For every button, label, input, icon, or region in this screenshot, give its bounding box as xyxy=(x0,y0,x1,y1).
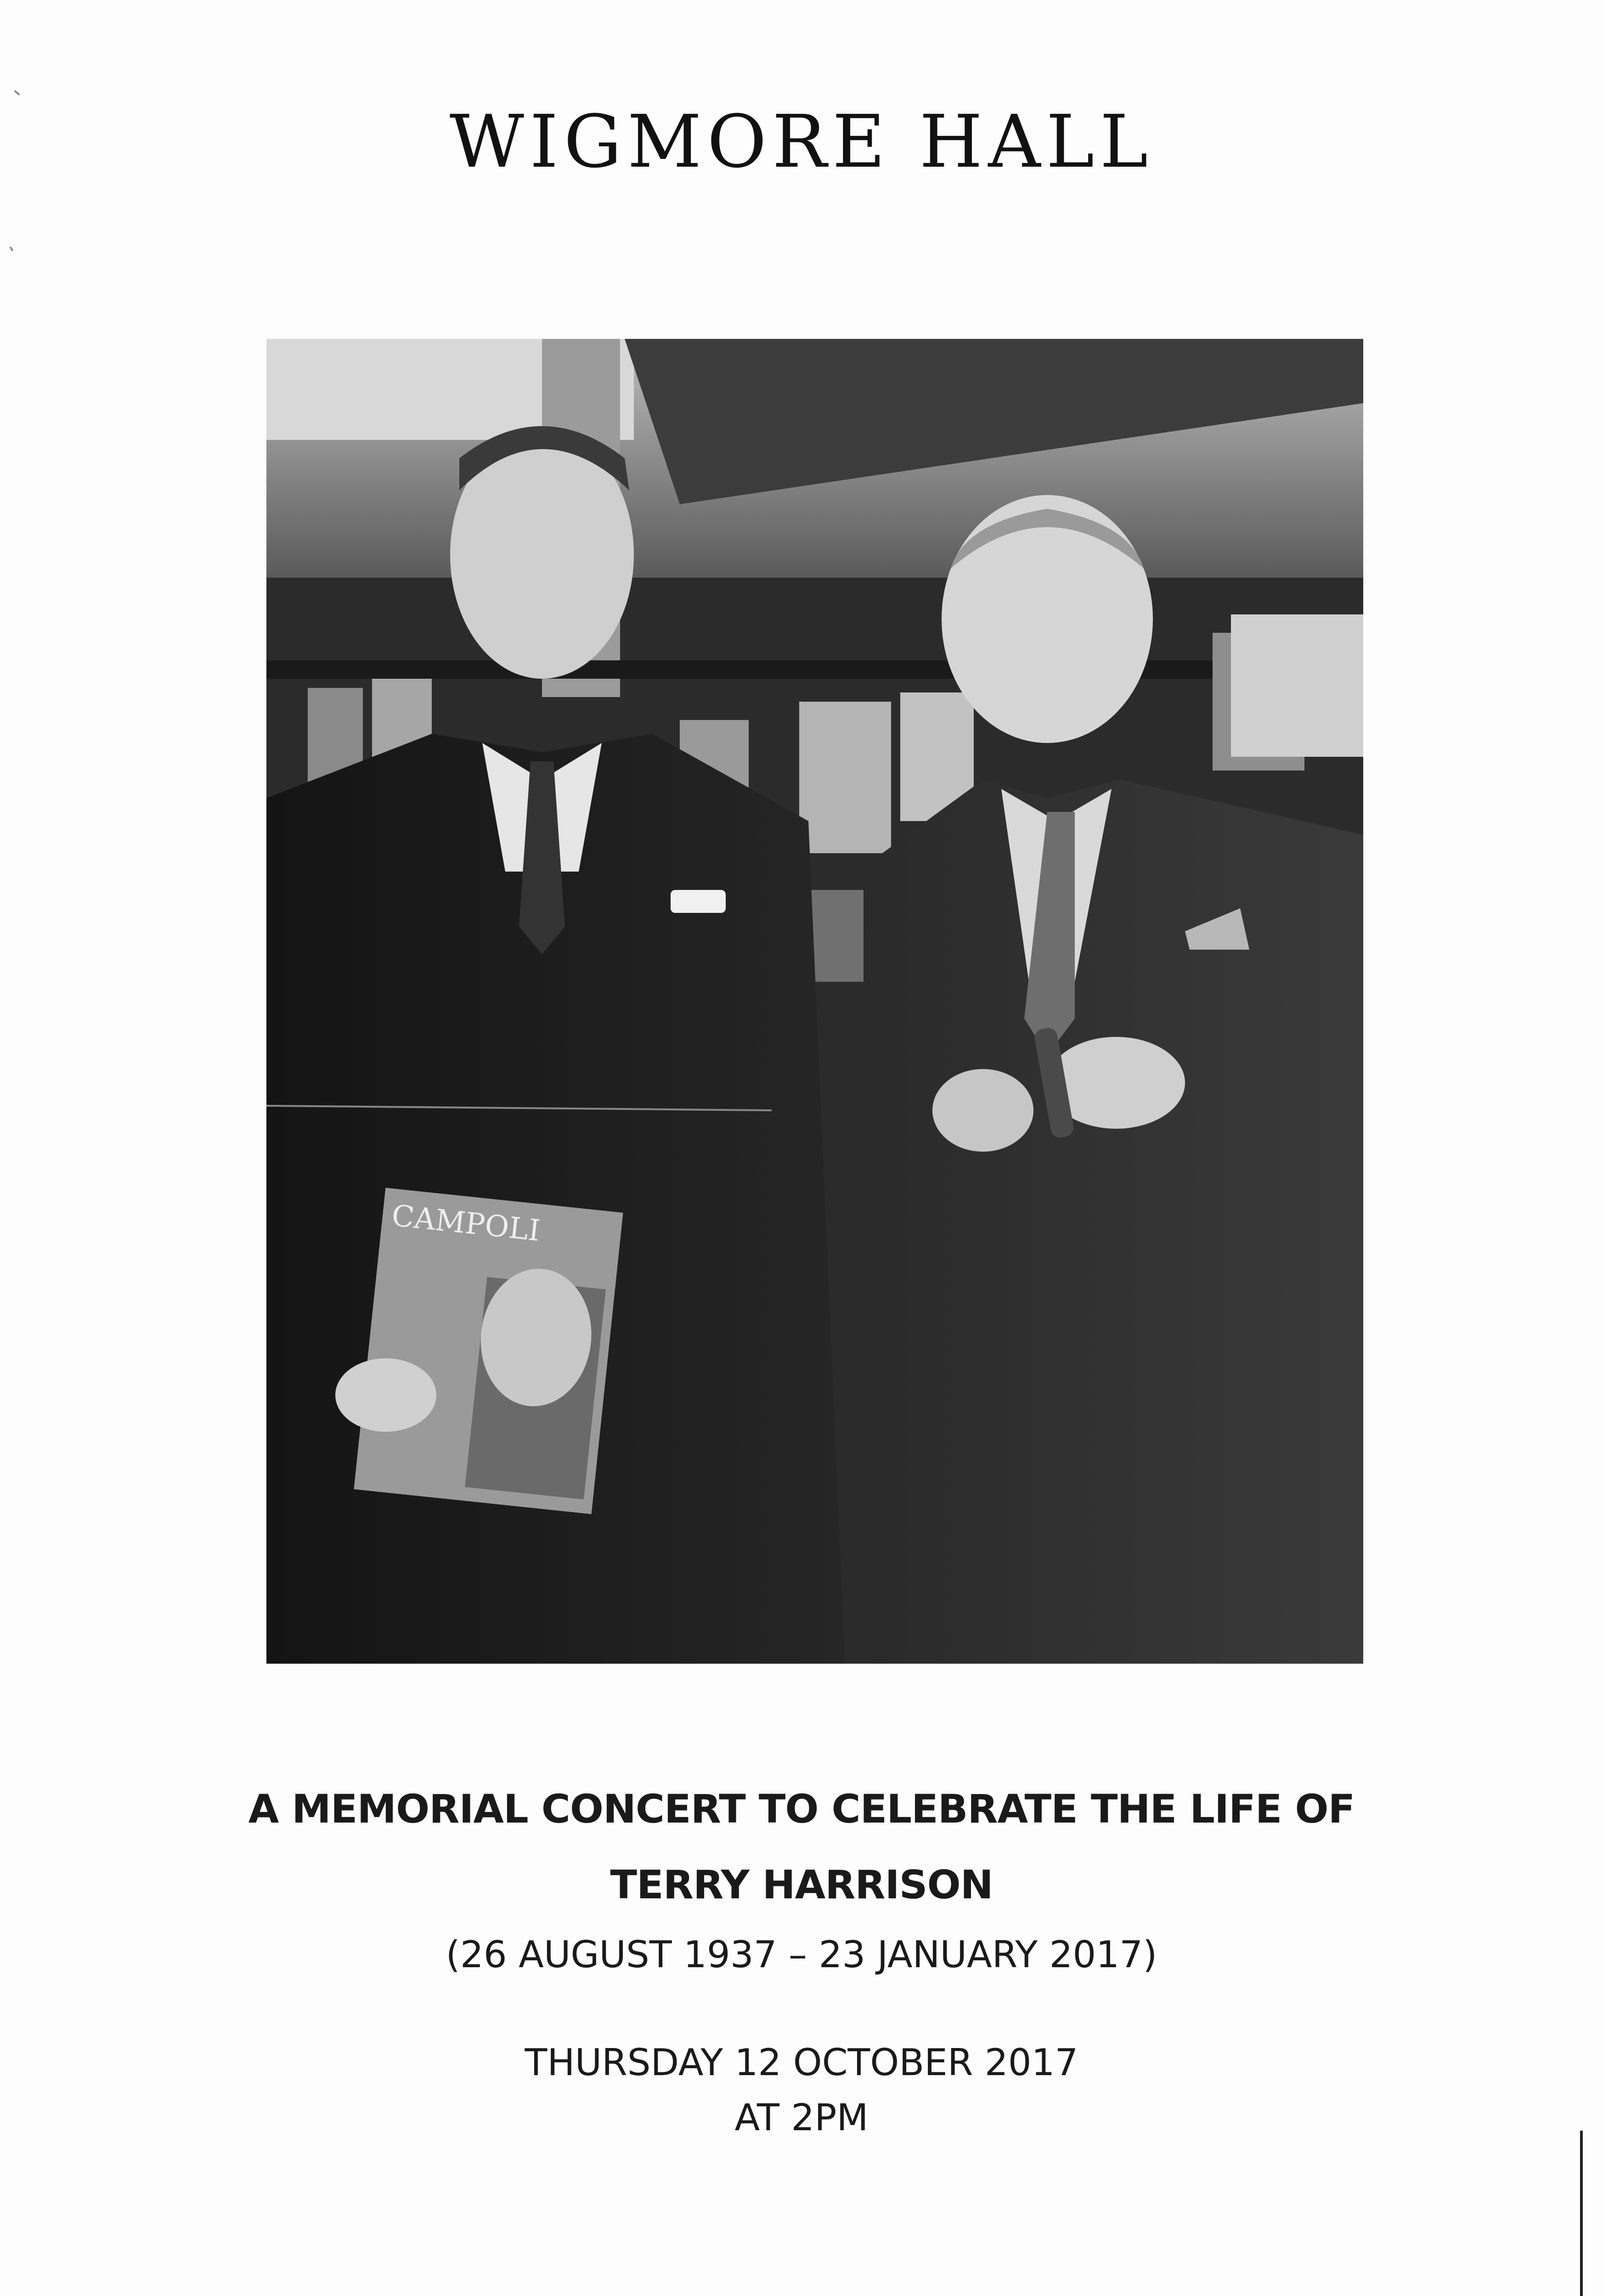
left-man-pocket-square xyxy=(671,890,726,913)
shelf-edge xyxy=(266,660,1363,679)
event-date: THURSDAY 12 OCTOBER 2017 xyxy=(525,2041,1078,2084)
left-man-hand xyxy=(335,1358,436,1432)
scan-speck-2 xyxy=(10,247,13,252)
record-display-4 xyxy=(799,702,891,853)
record-sleeve xyxy=(354,1188,623,1514)
photo-illustration xyxy=(266,339,1363,1664)
honoree-lifespan: (26 AUGUST 1937 – 23 JANUARY 2017) xyxy=(446,1933,1157,1976)
event-title: A MEMORIAL CONCERT TO CELEBRATE THE LIFE OF xyxy=(248,1786,1355,1832)
honoree-name: TERRY HARRISON xyxy=(610,1862,993,1908)
scan-edge-mark xyxy=(1580,2131,1583,2296)
scan-speck-1 xyxy=(14,90,20,96)
event-time: AT 2PM xyxy=(734,2096,869,2139)
memorial-photo xyxy=(266,339,1363,1664)
record-sleeve-title: CAMPOLI xyxy=(390,1199,542,1249)
venue-title: WIGMORE HALL xyxy=(449,100,1154,184)
right-man-hand-left xyxy=(932,1069,1033,1152)
right-man-suit xyxy=(864,780,1363,1664)
right-man-head xyxy=(942,495,1153,743)
record-display-7 xyxy=(1231,614,1363,757)
